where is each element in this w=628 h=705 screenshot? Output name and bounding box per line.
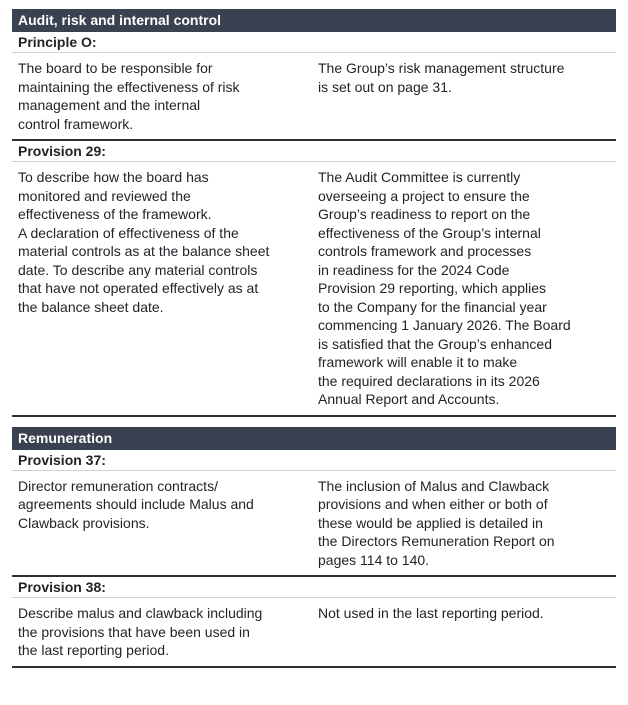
text-line: that have not operated effectively as at bbox=[18, 280, 259, 296]
text-line: The board to be responsible for bbox=[18, 60, 213, 76]
requirement-text bbox=[18, 604, 318, 660]
text-line: Director remuneration contracts/ bbox=[18, 477, 218, 494]
requirement-text bbox=[18, 59, 318, 133]
text-line: maintaining the effectiveness of risk bbox=[18, 78, 240, 95]
provision-heading: Principle O: bbox=[12, 32, 616, 53]
text-line: To describe how the board has bbox=[18, 169, 209, 185]
text-line: commencing 1 January 2026. The Board bbox=[318, 317, 571, 333]
compliance-text bbox=[318, 477, 616, 570]
text-line: monitored and reviewed the bbox=[18, 187, 191, 204]
section-gap bbox=[12, 417, 616, 427]
text-line: Annual Report and Accounts. bbox=[318, 391, 500, 407]
text-line: controls framework and processes bbox=[318, 243, 532, 259]
text-line: the last reporting period. bbox=[18, 642, 169, 658]
text-line: The Group’s risk management structure bbox=[318, 60, 565, 76]
text-line: agreements should include Malus and bbox=[18, 496, 254, 512]
requirement-text bbox=[18, 477, 318, 570]
text-line: effectiveness of the framework. bbox=[18, 206, 212, 222]
requirement-text bbox=[18, 168, 318, 409]
compliance-text bbox=[318, 168, 616, 409]
text-line: the Directors Remuneration Report on bbox=[318, 533, 555, 549]
provision-row bbox=[12, 471, 616, 578]
text-line: the balance sheet date. bbox=[18, 298, 164, 315]
text-line: Group’s readiness to report on the bbox=[318, 206, 531, 222]
text-line: Not used in the last reporting period. bbox=[318, 605, 544, 621]
provision-heading: Provision 37: bbox=[12, 450, 616, 471]
text-line: control framework. bbox=[18, 115, 134, 132]
text-line: is satisfied that the Group’s enhanced bbox=[318, 335, 553, 352]
text-line: the required declarations in its 2026 bbox=[318, 372, 540, 389]
text-line: material controls as at the balance sheet bbox=[18, 243, 270, 259]
section-header-remuneration: Remuneration bbox=[12, 427, 616, 450]
text-line: effectiveness of the Group’s internal bbox=[318, 224, 541, 241]
text-line: Describe malus and clawback including bbox=[18, 605, 263, 621]
compliance-text bbox=[318, 604, 616, 660]
text-line: overseeing a project to ensure the bbox=[318, 187, 530, 204]
text-line: A declaration of effectiveness of the bbox=[18, 224, 239, 241]
section-header-audit: Audit, risk and internal control bbox=[12, 9, 616, 32]
provision-heading: Provision 38: bbox=[12, 577, 616, 598]
provision-row bbox=[12, 162, 616, 417]
text-line: to the Company for the financial year bbox=[318, 298, 547, 315]
text-line: provisions and when either or both of bbox=[318, 496, 548, 512]
text-line: in readiness for the 2024 Code bbox=[318, 261, 510, 278]
text-line: these would be applied is detailed in bbox=[318, 514, 543, 531]
governance-table bbox=[12, 9, 616, 668]
provision-row bbox=[12, 598, 616, 668]
text-line: is set out on page 31. bbox=[318, 78, 452, 95]
text-line: Clawback provisions. bbox=[18, 514, 150, 531]
text-line: The inclusion of Malus and Clawback bbox=[318, 477, 550, 494]
text-line: Provision 29 reporting, which applies bbox=[318, 280, 547, 296]
text-line: pages 114 to 140. bbox=[318, 551, 430, 568]
text-line: date. To describe any material controls bbox=[18, 261, 258, 278]
text-line: management and the internal bbox=[18, 97, 201, 113]
provision-row bbox=[12, 53, 616, 141]
text-line: the provisions that have been used in bbox=[18, 623, 250, 640]
text-line: The Audit Committee is currently bbox=[318, 169, 521, 185]
compliance-text bbox=[318, 59, 616, 133]
text-line: framework will enable it to make bbox=[318, 354, 518, 370]
provision-heading: Provision 29: bbox=[12, 141, 616, 162]
